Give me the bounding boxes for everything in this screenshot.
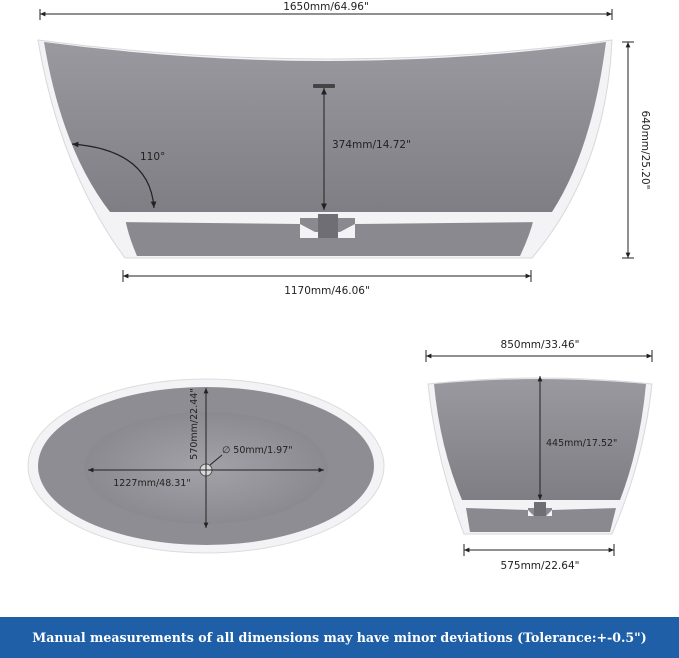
top-view <box>28 379 384 553</box>
side-view <box>426 339 652 572</box>
front-overall-length-label: 1650mm/64.96" <box>283 1 369 13</box>
side-interior-depth-label: 445mm/17.52" <box>546 438 618 449</box>
side-base-width-label: 575mm/22.64" <box>500 560 580 572</box>
front-interior-depth-label: 374mm/14.72" <box>332 139 411 151</box>
side-overall-width-label: 850mm/33.46" <box>500 339 580 351</box>
front-drain-pipe <box>318 214 338 238</box>
side-drain-pipe <box>534 502 546 516</box>
top-interior-length-label: 1227mm/48.31" <box>113 478 191 489</box>
front-tub-interior <box>44 42 606 212</box>
top-interior-width-label: 570mm/22.44" <box>189 388 200 460</box>
front-view <box>38 1 651 297</box>
tolerance-note: Manual measurements of all dimensions may have minor deviations (Tolerance:+-0.5") <box>32 630 647 645</box>
backrest-angle-label: 110° <box>140 151 166 163</box>
front-base-length-label: 1170mm/46.06" <box>284 285 370 297</box>
overflow-cap-icon <box>313 84 335 88</box>
tolerance-banner <box>0 617 679 658</box>
front-overall-height-label: 640mm/25.20" <box>639 110 651 190</box>
drain-diameter-label: ∅ 50mm/1.97" <box>222 445 293 456</box>
